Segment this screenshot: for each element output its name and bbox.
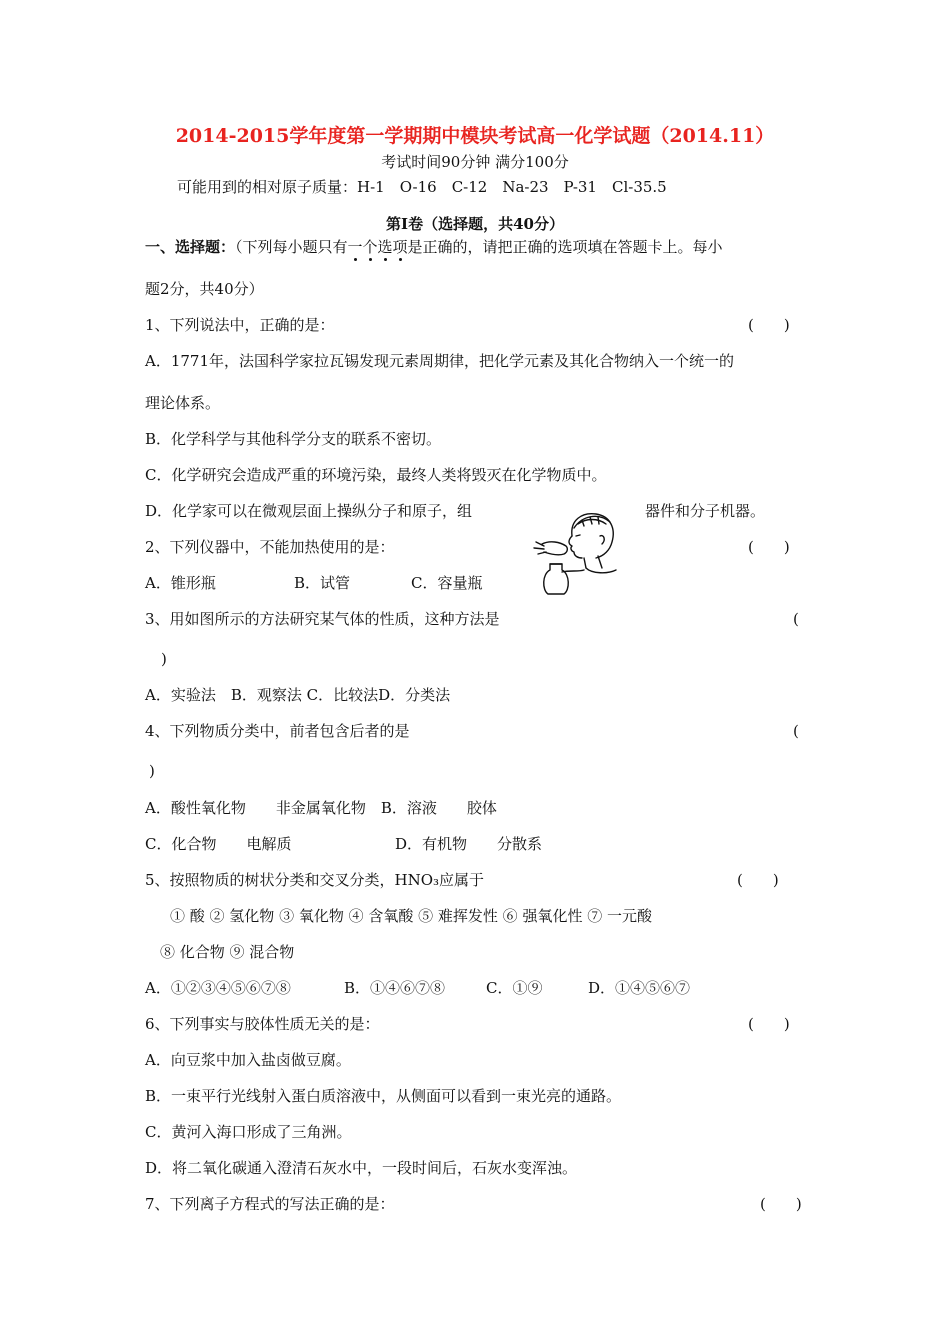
- question-3-stem: 3、用如图所示的方法研究某气体的性质，这种方法是: [145, 610, 500, 628]
- answer-paren: ( ): [748, 316, 790, 334]
- section-heading: 一、选择题：: [145, 238, 236, 256]
- question-6-option-d: D．将二氧化碳通入澄清石灰水中，一段时间后，石灰水变浑浊。: [145, 1159, 578, 1177]
- atomic-masses: 可能用到的相对原子质量：H-1 O-16 C-12 Na-23 P-31 Cl-35.5: [177, 178, 667, 196]
- question-7-stem: 7、下列离子方程式的写法正确的是：: [145, 1195, 395, 1213]
- section-instructions-line2: 题2分，共40分）: [145, 280, 264, 298]
- question-6-stem: 6、下列事实与胶体性质无关的是：: [145, 1015, 380, 1033]
- question-4-options-ab: A．酸性氧化物 非金属氧化物 B．溶液 胶体: [145, 799, 497, 817]
- question-5-items-line2: ⑧ 化合物 ⑨ 混合物: [160, 943, 295, 961]
- question-4-stem: 4、下列物质分类中，前者包含后者的是: [145, 722, 410, 740]
- instruction-emphasis: 一个选项: [348, 238, 408, 256]
- question-1-option-d: D．化学家可以在微观层面上操纵分子和原子，组: [145, 502, 473, 520]
- instruction-post: 是正确的，请把正确的选项填在答题卡上。每小: [407, 238, 723, 256]
- question-6-option-a: A．向豆浆中加入盐卤做豆腐。: [145, 1051, 351, 1069]
- question-1-option-d-cont: 器件和分子机器。: [645, 502, 766, 520]
- section-instructions: [145, 238, 723, 256]
- instruction-pre: （下列每小题只有: [235, 238, 348, 256]
- question-5-option-b: B．①④⑥⑦⑧: [344, 979, 446, 997]
- answer-paren-open: (: [793, 610, 799, 628]
- question-5-items-line1: ① 酸 ② 氢化物 ③ 氧化物 ④ 含氧酸 ⑤ 难挥发性 ⑥ 强氧化性 ⑦ 一元酸: [170, 907, 652, 925]
- question-5-option-a: A．①②③④⑤⑥⑦⑧: [145, 979, 291, 997]
- question-4-option-c: C．化合物 电解质: [145, 835, 292, 853]
- question-6-option-b: B．一束平行光线射入蛋白质溶液中，从侧面可以看到一束光亮的通路。: [145, 1087, 622, 1105]
- section-title: 第Ⅰ卷（选择题，共40分）: [386, 215, 564, 233]
- person-smelling-gas-icon: [512, 498, 642, 598]
- question-6-option-c: C．黄河入海口形成了三角洲。: [145, 1123, 352, 1141]
- question-1-option-b: B．化学科学与其他科学分支的联系不密切。: [145, 430, 442, 448]
- answer-paren: ( ): [760, 1195, 802, 1213]
- answer-paren: ( ): [748, 538, 790, 556]
- question-3-options: A．实验法 B．观察法 C．比较法D．分类法: [145, 686, 451, 704]
- question-2-option-c: C．容量瓶: [411, 574, 483, 592]
- question-2-option-b: B．试管: [294, 574, 351, 592]
- answer-paren: ( ): [737, 871, 779, 889]
- answer-paren: ( ): [748, 1015, 790, 1033]
- question-4-option-d: D．有机物 分散系: [395, 835, 543, 853]
- question-5-option-c: C．①⑨: [486, 979, 543, 997]
- question-1-option-a: A．1771年，法国科学家拉瓦锡发现元素周期律，把化学元素及其化合物纳入一个统一的: [145, 352, 735, 370]
- question-1-option-c: C．化学研究会造成严重的环境污染，最终人类将毁灭在化学物质中。: [145, 466, 607, 484]
- question-1-stem: 1、下列说法中，正确的是：: [145, 316, 335, 334]
- answer-paren-close: ): [161, 650, 167, 668]
- exam-title: 2014-2015学年度第一学期期中模块考试高一化学试题（2014.11）: [175, 125, 775, 147]
- exam-duration: 考试时间90分钟 满分100分: [381, 153, 569, 171]
- smelling-gas-figure: [512, 498, 642, 598]
- answer-paren-open: (: [793, 722, 799, 740]
- question-2-stem: 2、下列仪器中，不能加热使用的是：: [145, 538, 395, 556]
- question-5-stem: 5、按照物质的树状分类和交叉分类，HNO₃应属于: [145, 871, 485, 889]
- question-2-option-a: A．锥形瓶: [145, 574, 216, 592]
- emphasis-dots: [348, 258, 408, 264]
- question-1-option-a-cont: 理论体系。: [145, 394, 221, 412]
- answer-paren-close: ): [149, 762, 155, 780]
- question-5-option-d: D．①④⑤⑥⑦: [588, 979, 691, 997]
